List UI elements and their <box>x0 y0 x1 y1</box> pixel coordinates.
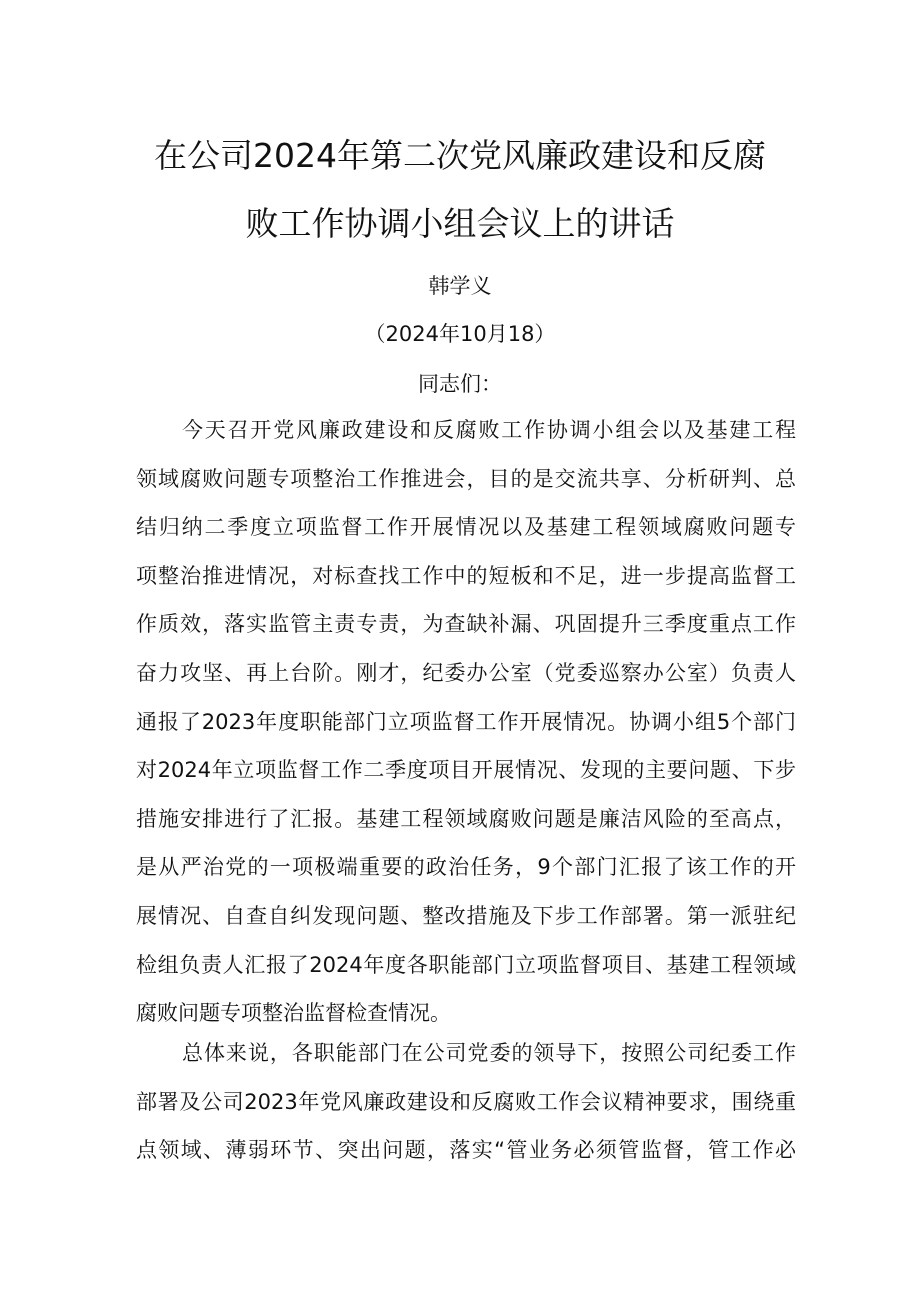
paragraph-line: 点领域、薄弱环节、突出问题，落实“管业务必须管监督，管工作必 <box>136 1138 796 1163</box>
paragraph-line: 对2024年立项监督工作二季度项目开展情况、发现的主要问题、下步 <box>136 758 796 783</box>
document-title-line-2: 败工作协调小组会议上的讲话 <box>245 204 675 243</box>
speech-date: （2024年10月18） <box>364 322 556 346</box>
paragraph-line: 腐败问题专项整治监督检查情况。 <box>136 1001 451 1026</box>
paragraph-line: 通报了2023年度职能部门立项监督工作开展情况。协调小组5个部门 <box>136 709 796 734</box>
paragraph-line: 总体来说，各职能部门在公司党委的领导下，按照公司纪委工作 <box>182 1041 796 1065</box>
paragraph-line: 今天召开党风廉政建设和反腐败工作协调小组会以及基建工程 <box>182 418 796 442</box>
salutation: 同志们： <box>418 372 502 396</box>
document-title-line-1: 在公司2024年第二次党风廉政建设和反腐 <box>154 136 766 175</box>
paragraph-line: 措施安排进行了汇报。基建工程领域腐败问题是廉洁风险的至高点， <box>136 806 796 831</box>
paragraph-1 <box>136 406 796 1038</box>
paragraph-line: 是从严治党的一项极端重要的政治任务，9个部门汇报了该工作的开 <box>136 855 796 880</box>
paragraph-line: 展情况、自查自纠发现问题、整改措施及下步工作部署。第一派驻纪 <box>136 903 796 928</box>
paragraph-line: 项整治推进情况，对标查找工作中的短板和不足，进一步提高监督工 <box>136 563 796 588</box>
author-name: 韩学义 <box>428 274 492 298</box>
paragraph-line: 作质效，落实监管主责专责，为查缺补漏、巩固提升三季度重点工作 <box>136 612 796 637</box>
paragraph-2 <box>136 1029 796 1175</box>
paragraph-line: 领域腐败问题专项整治工作推进会，目的是交流共享、分析研判、总 <box>136 466 796 491</box>
paragraph-line: 结归纳二季度立项监督工作开展情况以及基建工程领域腐败问题专 <box>136 515 796 540</box>
paragraph-line: 检组负责人汇报了2024年度各职能部门立项监督项目、基建工程领域 <box>136 952 796 977</box>
paragraph-line: 部署及公司2023年党风廉政建设和反腐败工作会议精神要求，围绕重 <box>136 1089 796 1114</box>
paragraph-line: 奋力攻坚、再上台阶。刚才，纪委办公室（党委巡察办公室）负责人 <box>136 660 796 685</box>
